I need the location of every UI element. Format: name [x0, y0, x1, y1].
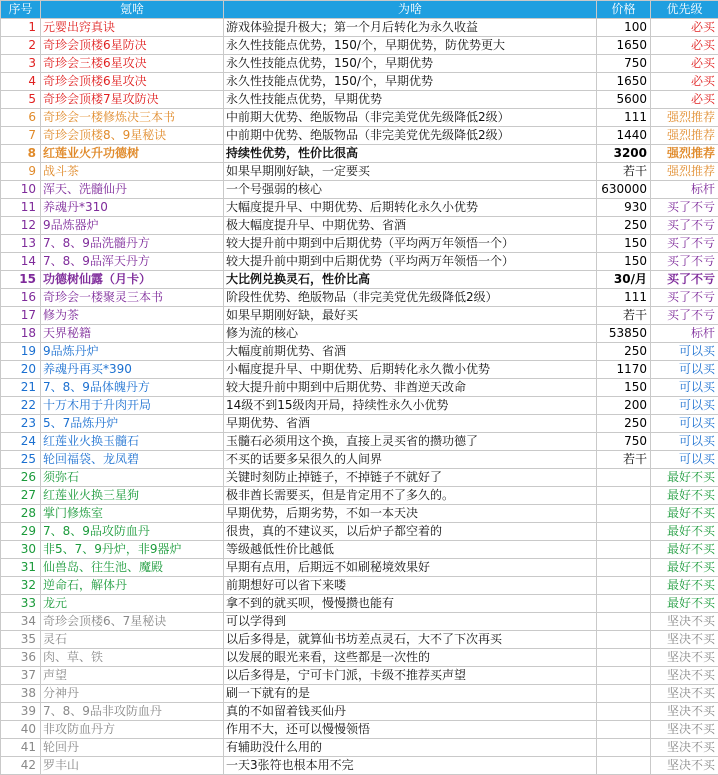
- item-name: 7、8、9品非攻防血丹: [41, 703, 224, 721]
- item-name: 十万木用于升肉开局: [41, 397, 224, 415]
- price-value: [597, 739, 651, 757]
- price-value: [597, 505, 651, 523]
- price-value: [597, 667, 651, 685]
- price-value: 1440: [597, 127, 651, 145]
- row-index: 23: [1, 415, 41, 433]
- priority-label: 坚决不买: [651, 703, 718, 721]
- priority-label: 坚决不买: [651, 667, 718, 685]
- row-index: 17: [1, 307, 41, 325]
- table-row: [1, 109, 718, 127]
- reason-text: 关键时刻防止掉链子，不掉链子不就好了: [224, 469, 597, 487]
- priority-label: 买了不亏: [651, 235, 718, 253]
- table-row: [1, 307, 718, 325]
- reason-text: 有辅助没什么用的: [224, 739, 597, 757]
- table-row: [1, 523, 718, 541]
- item-name: 非5、7、9丹炉，非9器炉: [41, 541, 224, 559]
- table-row: [1, 703, 718, 721]
- reason-text: 刷一下就有的是: [224, 685, 597, 703]
- reason-text: 可以学得到: [224, 613, 597, 631]
- reason-text: 持续性优势，性价比很高: [224, 145, 597, 163]
- reason-text: 以发展的眼光来看，这些都是一次性的: [224, 649, 597, 667]
- row-index: 19: [1, 343, 41, 361]
- item-name: 肉、草、铁: [41, 649, 224, 667]
- row-index: 10: [1, 181, 41, 199]
- item-name: 红莲业火换玉髓石: [41, 433, 224, 451]
- item-name: 掌门修炼室: [41, 505, 224, 523]
- item-name: 分神丹: [41, 685, 224, 703]
- row-index: 16: [1, 289, 41, 307]
- price-value: [597, 703, 651, 721]
- item-name: 奇珍会一楼修炼决三本书: [41, 109, 224, 127]
- table-row: [1, 199, 718, 217]
- price-value: [597, 721, 651, 739]
- item-name: 非攻防血丹方: [41, 721, 224, 739]
- row-index: 13: [1, 235, 41, 253]
- header-reason: 为啥: [224, 1, 597, 19]
- item-name: 养魂丹*310: [41, 199, 224, 217]
- reason-text: 大比例兑换灵石，性价比高: [224, 271, 597, 289]
- table-row: [1, 541, 718, 559]
- item-name: 红莲业火升功德树: [41, 145, 224, 163]
- table-row: [1, 397, 718, 415]
- price-value: 200: [597, 397, 651, 415]
- price-value: 3200: [597, 145, 651, 163]
- price-value: 111: [597, 109, 651, 127]
- reason-text: 一个号强弱的核心: [224, 181, 597, 199]
- reason-text: 永久性技能点优势，150/个，早期优势，防优势更大: [224, 37, 597, 55]
- row-index: 18: [1, 325, 41, 343]
- table-row: [1, 577, 718, 595]
- reason-text: 一天3张符也根本用不完: [224, 757, 597, 775]
- priority-label: 坚决不买: [651, 757, 718, 775]
- item-name: 功德树仙露（月卡）: [41, 271, 224, 289]
- item-name: 战斗茶: [41, 163, 224, 181]
- table-row: [1, 145, 718, 163]
- reason-text: 永久性技能点优势，早期优势: [224, 91, 597, 109]
- price-value: [597, 757, 651, 775]
- reason-text: 真的不如留着钱买仙丹: [224, 703, 597, 721]
- item-name: 罗丰山: [41, 757, 224, 775]
- row-index: 8: [1, 145, 41, 163]
- item-name: 灵石: [41, 631, 224, 649]
- reason-text: 如果早期刚好缺，最好买: [224, 307, 597, 325]
- row-index: 31: [1, 559, 41, 577]
- item-name: 声望: [41, 667, 224, 685]
- reason-text: 大幅度前期优势、省酒: [224, 343, 597, 361]
- row-index: 40: [1, 721, 41, 739]
- row-index: 7: [1, 127, 41, 145]
- row-index: 22: [1, 397, 41, 415]
- priority-label: 必买: [651, 91, 718, 109]
- row-index: 36: [1, 649, 41, 667]
- price-value: [597, 487, 651, 505]
- item-name: 天界秘籍: [41, 325, 224, 343]
- table-row: [1, 757, 718, 775]
- row-index: 15: [1, 271, 41, 289]
- row-index: 26: [1, 469, 41, 487]
- table-row: [1, 73, 718, 91]
- row-index: 20: [1, 361, 41, 379]
- priority-label: 必买: [651, 73, 718, 91]
- row-index: 38: [1, 685, 41, 703]
- table-row: [1, 289, 718, 307]
- row-index: 39: [1, 703, 41, 721]
- priority-label: 最好不买: [651, 469, 718, 487]
- reason-text: 拿不到的就买呗，慢慢攒也能有: [224, 595, 597, 613]
- table-row: [1, 253, 718, 271]
- reason-text: 以后多得是，就算仙书坊差点灵石，大不了下次再买: [224, 631, 597, 649]
- price-value: 250: [597, 217, 651, 235]
- price-value: 30/月: [597, 271, 651, 289]
- reason-text: 修为流的核心: [224, 325, 597, 343]
- price-value: [597, 685, 651, 703]
- table-row: [1, 469, 718, 487]
- priority-label: 买了不亏: [651, 217, 718, 235]
- reason-text: 游戏体验提升极大；第一个月后转化为永久收益: [224, 19, 597, 37]
- priority-label: 买了不亏: [651, 289, 718, 307]
- reason-text: 前期想好可以省下来喽: [224, 577, 597, 595]
- price-value: [597, 541, 651, 559]
- item-name: 奇珍会顶楼6星防决: [41, 37, 224, 55]
- priority-label: 可以买: [651, 451, 718, 469]
- item-name: 须弥石: [41, 469, 224, 487]
- row-index: 28: [1, 505, 41, 523]
- reason-text: 极非酋长需要买，但是肯定用不了多久的。: [224, 487, 597, 505]
- row-index: 33: [1, 595, 41, 613]
- row-index: 6: [1, 109, 41, 127]
- reason-text: 作用不大，还可以慢慢领悟: [224, 721, 597, 739]
- priority-label: 标杆: [651, 181, 718, 199]
- priority-label: 可以买: [651, 343, 718, 361]
- priority-label: 可以买: [651, 433, 718, 451]
- item-name: 奇珍会顶楼7星攻防决: [41, 91, 224, 109]
- reason-text: 中前期大优势、绝版物品（非完美党优先级降低2级）: [224, 109, 597, 127]
- table-row: [1, 55, 718, 73]
- item-name: 元婴出窍真诀: [41, 19, 224, 37]
- price-value: [597, 523, 651, 541]
- row-index: 25: [1, 451, 41, 469]
- reason-text: 玉髓石必须用这个换，直接上灵买省的攒功德了: [224, 433, 597, 451]
- priority-label: 最好不买: [651, 487, 718, 505]
- row-index: 11: [1, 199, 41, 217]
- item-name: 奇珍会顶楼8、9星秘诀: [41, 127, 224, 145]
- price-value: 150: [597, 235, 651, 253]
- row-index: 3: [1, 55, 41, 73]
- reason-text: 永久性技能点优势，150/个，早期优势: [224, 55, 597, 73]
- header-row: [1, 1, 718, 19]
- row-index: 34: [1, 613, 41, 631]
- row-index: 12: [1, 217, 41, 235]
- table-row: [1, 721, 718, 739]
- table-row: [1, 595, 718, 613]
- row-index: 14: [1, 253, 41, 271]
- price-value: 若干: [597, 451, 651, 469]
- priority-label: 最好不买: [651, 505, 718, 523]
- priority-label: 坚决不买: [651, 631, 718, 649]
- table-row: [1, 487, 718, 505]
- table-row: [1, 739, 718, 757]
- item-name: 9品炼器炉: [41, 217, 224, 235]
- table-row: [1, 451, 718, 469]
- price-value: 750: [597, 55, 651, 73]
- price-value: 250: [597, 415, 651, 433]
- table-body: [1, 19, 718, 775]
- row-index: 1: [1, 19, 41, 37]
- priority-label: 最好不买: [651, 595, 718, 613]
- table-row: [1, 559, 718, 577]
- priority-label: 最好不买: [651, 577, 718, 595]
- price-value: 150: [597, 253, 651, 271]
- item-name: 仙兽岛、往生池、魔殿: [41, 559, 224, 577]
- item-name: 逆命石，解体丹: [41, 577, 224, 595]
- reason-text: 永久性技能点优势，150/个，早期优势: [224, 73, 597, 91]
- row-index: 32: [1, 577, 41, 595]
- priority-label: 可以买: [651, 361, 718, 379]
- row-index: 41: [1, 739, 41, 757]
- reason-text: 很贵，真的不建议买，以后炉子都空着的: [224, 523, 597, 541]
- reason-text: 早期优势，后期劣势，不如一本天决: [224, 505, 597, 523]
- table-row: [1, 271, 718, 289]
- reason-text: 较大提升前中期到中后期优势、非酋逆天改命: [224, 379, 597, 397]
- price-value: 1170: [597, 361, 651, 379]
- priority-label: 坚决不买: [651, 721, 718, 739]
- row-index: 24: [1, 433, 41, 451]
- priority-label: 坚决不买: [651, 739, 718, 757]
- priority-label: 标杆: [651, 325, 718, 343]
- price-value: 5600: [597, 91, 651, 109]
- table-row: [1, 631, 718, 649]
- table-row: [1, 415, 718, 433]
- price-value: [597, 559, 651, 577]
- reason-text: 14级不到15级肉开局，持续性永久小优势: [224, 397, 597, 415]
- price-value: 53850: [597, 325, 651, 343]
- row-index: 35: [1, 631, 41, 649]
- row-index: 27: [1, 487, 41, 505]
- item-name: 奇珍会顶楼6星攻决: [41, 73, 224, 91]
- item-name: 奇珍会三楼6星攻决: [41, 55, 224, 73]
- table-row: [1, 505, 718, 523]
- priority-label: 可以买: [651, 379, 718, 397]
- item-name: 轮回丹: [41, 739, 224, 757]
- reason-text: 极大幅度提升早、中期优势、省酒: [224, 217, 597, 235]
- reason-text: 中前期中优势、绝版物品（非完美党优先级降低2级）: [224, 127, 597, 145]
- table-row: [1, 433, 718, 451]
- reason-text: 小幅度提升早、中期优势、后期转化永久微小优势: [224, 361, 597, 379]
- priority-label: 坚决不买: [651, 685, 718, 703]
- priority-label: 必买: [651, 19, 718, 37]
- item-name: 7、8、9品浑天丹方: [41, 253, 224, 271]
- price-value: [597, 577, 651, 595]
- price-value: 若干: [597, 307, 651, 325]
- reason-text: 如果早期刚好缺，一定要买: [224, 163, 597, 181]
- table-row: [1, 19, 718, 37]
- price-value: [597, 631, 651, 649]
- price-value: 1650: [597, 37, 651, 55]
- row-index: 4: [1, 73, 41, 91]
- table-row: [1, 217, 718, 235]
- item-name: 7、8、9品体魄丹方: [41, 379, 224, 397]
- price-value: [597, 649, 651, 667]
- item-name: 轮回福袋、龙凤碧: [41, 451, 224, 469]
- priority-label: 可以买: [651, 415, 718, 433]
- table-row: [1, 649, 718, 667]
- header-index: 序号: [1, 1, 41, 19]
- header-priority: 优先级: [651, 1, 718, 19]
- reason-text: 早期有点用，后期远不如刷秘境效果好: [224, 559, 597, 577]
- priority-label: 买了不亏: [651, 199, 718, 217]
- table-row: [1, 685, 718, 703]
- reason-text: 等级越低性价比越低: [224, 541, 597, 559]
- header-item: 氪啥: [41, 1, 224, 19]
- row-index: 21: [1, 379, 41, 397]
- item-name: 浑天、洗髓仙丹: [41, 181, 224, 199]
- item-name: 奇珍会顶楼6、7星秘诀: [41, 613, 224, 631]
- reason-text: 阶段性优势、绝版物品（非完美党优先级降低2级）: [224, 289, 597, 307]
- item-name: 奇珍会一楼聚灵三本书: [41, 289, 224, 307]
- reason-text: 不买的话要多呆很久的人间界: [224, 451, 597, 469]
- reason-text: 大幅度提升早、中期优势、后期转化永久小优势: [224, 199, 597, 217]
- priority-label: 强烈推荐: [651, 163, 718, 181]
- row-index: 5: [1, 91, 41, 109]
- priority-label: 强烈推荐: [651, 145, 718, 163]
- table-row: [1, 235, 718, 253]
- row-index: 42: [1, 757, 41, 775]
- reason-text: 早期优势、省酒: [224, 415, 597, 433]
- item-name: 9品炼丹炉: [41, 343, 224, 361]
- row-index: 30: [1, 541, 41, 559]
- item-name: 养魂丹再买*390: [41, 361, 224, 379]
- reason-text: 以后多得是，宁可卡门派，卡级不推荐买声望: [224, 667, 597, 685]
- priority-label: 买了不亏: [651, 271, 718, 289]
- price-value: 111: [597, 289, 651, 307]
- price-value: [597, 613, 651, 631]
- row-index: 37: [1, 667, 41, 685]
- price-value: 630000: [597, 181, 651, 199]
- priority-label: 最好不买: [651, 523, 718, 541]
- table-row: [1, 667, 718, 685]
- row-index: 9: [1, 163, 41, 181]
- table-row: [1, 613, 718, 631]
- price-value: 930: [597, 199, 651, 217]
- priority-label: 买了不亏: [651, 307, 718, 325]
- header-price: 价格: [597, 1, 651, 19]
- priority-label: 坚决不买: [651, 649, 718, 667]
- price-value: [597, 469, 651, 487]
- price-value: [597, 595, 651, 613]
- price-value: 250: [597, 343, 651, 361]
- price-value: 100: [597, 19, 651, 37]
- priority-label: 最好不买: [651, 541, 718, 559]
- reason-text: 较大提升前中期到中后期优势（平均两万年领悟一个）: [224, 253, 597, 271]
- priority-label: 必买: [651, 55, 718, 73]
- row-index: 2: [1, 37, 41, 55]
- priority-label: 最好不买: [651, 559, 718, 577]
- price-value: 750: [597, 433, 651, 451]
- table-row: [1, 361, 718, 379]
- priority-label: 强烈推荐: [651, 109, 718, 127]
- price-value: 150: [597, 379, 651, 397]
- row-index: 29: [1, 523, 41, 541]
- price-value: 若干: [597, 163, 651, 181]
- table-row: [1, 127, 718, 145]
- item-name: 7、8、9品洗髓丹方: [41, 235, 224, 253]
- table-row: [1, 379, 718, 397]
- table-row: [1, 163, 718, 181]
- item-name: 5、7品炼丹炉: [41, 415, 224, 433]
- priority-label: 坚决不买: [651, 613, 718, 631]
- table-row: [1, 37, 718, 55]
- priority-label: 强烈推荐: [651, 127, 718, 145]
- item-name: 龙元: [41, 595, 224, 613]
- table-row: [1, 343, 718, 361]
- item-name: 7、8、9品攻防血丹: [41, 523, 224, 541]
- reason-text: 较大提升前中期到中后期优势（平均两万年领悟一个）: [224, 235, 597, 253]
- priority-label: 买了不亏: [651, 253, 718, 271]
- item-name: 红莲业火换三星狗: [41, 487, 224, 505]
- price-value: 1650: [597, 73, 651, 91]
- table-row: [1, 325, 718, 343]
- table-row: [1, 91, 718, 109]
- priority-label: 可以买: [651, 397, 718, 415]
- table-row: [1, 181, 718, 199]
- item-name: 修为茶: [41, 307, 224, 325]
- priority-label: 必买: [651, 37, 718, 55]
